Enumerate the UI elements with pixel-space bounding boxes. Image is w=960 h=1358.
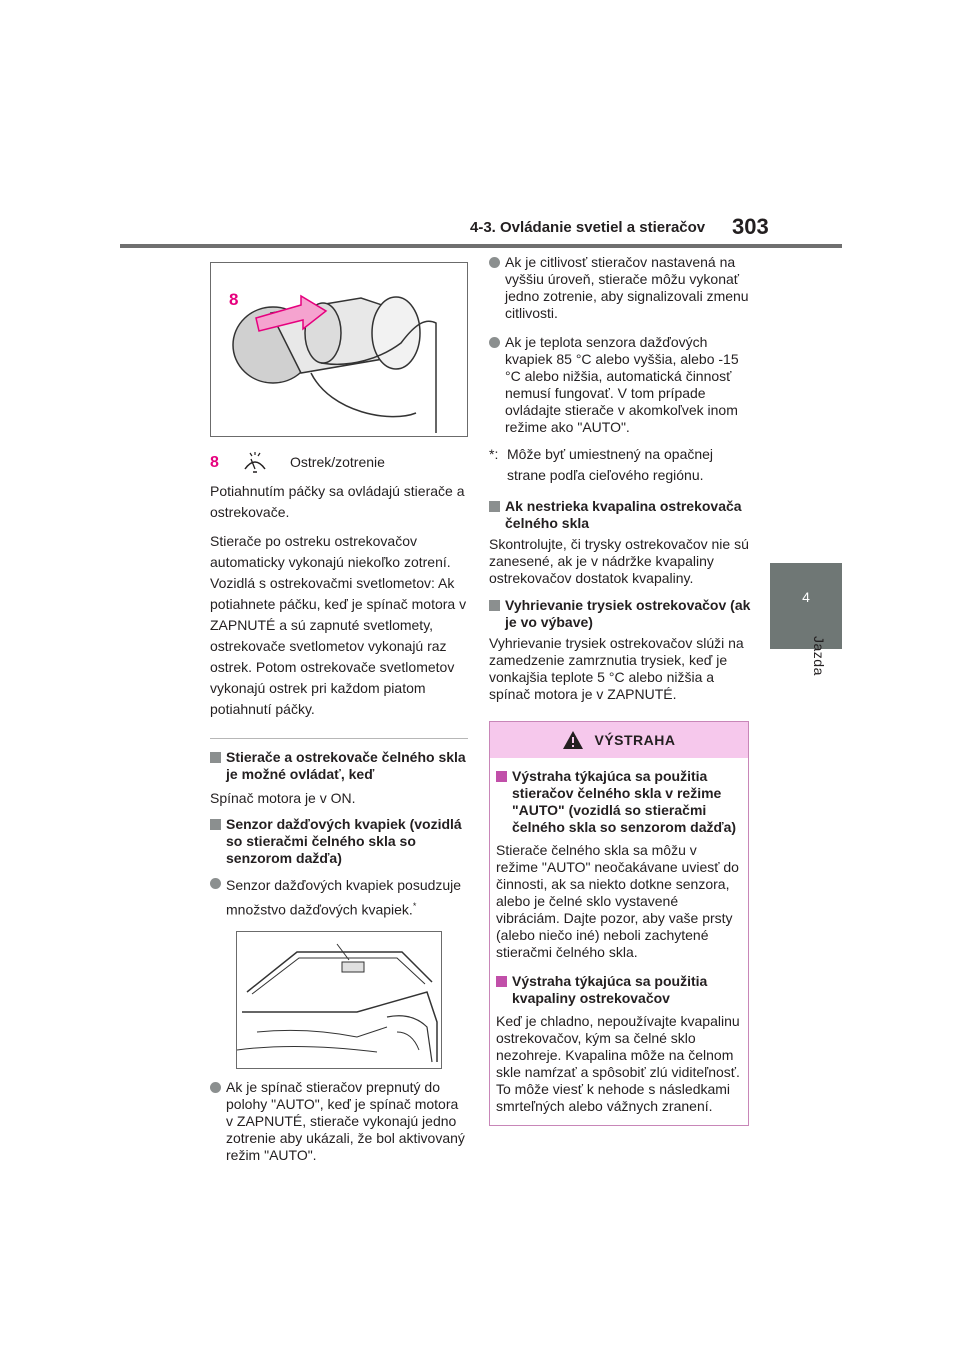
windshield-sensor-figure	[236, 931, 442, 1069]
round-bullet-icon	[210, 1082, 221, 1093]
round-bullet-icon	[489, 337, 500, 348]
bullet-text: Ak je teplota senzora dažďových kvapiek 85 °C alebo vyššia, alebo -15 °C alebo nižšia, automatická činnosť nemusí fungovať. V tom prípade ovládajte stierače v akomkoľvek inom režime ako "AUTO".	[505, 334, 739, 435]
heading-text: Výstraha týkajúca sa použitia kvapaliny ostrekovačov	[512, 973, 708, 1006]
footnote	[489, 444, 751, 486]
footnote-mark: *:	[489, 446, 499, 462]
bullet-text: Ak je citlivosť stieračov nastavená na vyššiu úroveň, stierače môžu vykonať jedno zotrenie, aby signalizovali zmenu citlivosti.	[505, 254, 749, 321]
bullet-text: Ak je spínač stieračov prepnutý do polohy "AUTO", keď je spínač motora v ZAPNUTÉ, stierače vykonajú jedno zotrenie aby ukázali, že bol aktivovaný režim "AUTO".	[226, 1078, 465, 1163]
chapter-label: Jazda	[811, 636, 827, 676]
square-bullet-icon	[489, 600, 500, 611]
square-bullet-icon	[496, 771, 507, 782]
heading-text: Výstraha týkajúca sa použitia stieračov čelného skla v režime "AUTO" (vozidlá so stieračmi čelného skla so senzorom dažďa)	[512, 768, 737, 835]
section-divider	[210, 738, 468, 739]
square-bullet-icon	[496, 976, 507, 987]
round-bullet-icon	[489, 257, 500, 268]
bullet-item	[489, 334, 751, 436]
washer-icon	[242, 451, 268, 473]
paragraph: Keď je chladno, nepoužívajte kvapalinu ostrekovačov, kým sa čelné sklo nezohreje. Kvapalina môže na čelnom skle namŕzať a spôsobiť zlú viditeľnosť. To môže viesť k nehode s následkami smrteľných alebo vážnych zranení.	[496, 1013, 740, 1114]
section-heading	[210, 816, 468, 867]
left-column	[210, 262, 468, 1172]
wiper-lever-figure	[210, 262, 468, 437]
warning-heading	[496, 973, 742, 1007]
paragraph: Skontrolujte, či trysky ostrekovačov nie sú zanesené, ak je v nádržke kvapaliny ostrekovačov dostatok kvapaliny.	[489, 536, 749, 586]
page-number: 303	[732, 214, 769, 239]
footnote-reference: *	[412, 901, 417, 911]
bullet-item	[210, 875, 468, 921]
round-bullet-icon	[210, 878, 221, 889]
item-8-row	[210, 451, 468, 473]
figure-callout-8: 8	[229, 290, 239, 309]
wiper-lever-illustration	[211, 263, 467, 436]
section-heading	[210, 749, 468, 783]
warning-title: VÝSTRAHA	[594, 731, 676, 748]
paragraph: Vyhrievanie trysiek ostrekovačov slúži na zamedzenie zamrznutia trysiek, keď je vonkajšia teplote 5 °C alebo nižšia a spínač motora je v ZAPNUTÉ.	[489, 635, 744, 702]
header-rule	[120, 244, 842, 248]
warning-header	[490, 722, 748, 758]
item-label: Ostrek/zotrenie	[290, 453, 385, 470]
heading-text: Vyhrievanie trysiek ostrekovačov (ak je vo výbave)	[505, 597, 751, 630]
square-bullet-icon	[489, 501, 500, 512]
warning-box	[489, 721, 749, 1126]
section-title: 4-3. Ovládanie svetiel a stieračov	[470, 219, 706, 236]
right-column	[489, 252, 751, 1126]
section-heading	[489, 498, 751, 532]
section-heading	[489, 597, 751, 631]
bullet-item	[210, 1079, 468, 1164]
square-bullet-icon	[210, 752, 221, 763]
paragraph: Spínač motora je v ON.	[210, 790, 356, 806]
warning-triangle-icon	[562, 730, 584, 750]
heading-text: Stierače a ostrekovače čelného skla je možné ovládať, keď	[226, 749, 466, 782]
chapter-tab	[770, 563, 842, 649]
bullet-text: Senzor dažďových kvapiek posudzuje množstvo dažďových kvapiek.	[226, 877, 462, 918]
windshield-illustration	[237, 932, 441, 1068]
paragraph: Potiahnutím páčky sa ovládajú stierače a ostrekovače.	[210, 483, 465, 520]
warning-body	[490, 758, 748, 1125]
heading-text: Senzor dažďových kvapiek (vozidlá so stieračmi čelného skla so senzorom dažďa)	[226, 816, 462, 866]
paragraph: Stierače čelného skla sa môžu v režime "AUTO" neočakávane uviesť do činnosti, ak sa niekto dotkne senzora, alebo je čelné sklo vystavené vibráciám. Dajte pozor, aby vaše prsty (alebo niečo iné) neboli zachytené stieračmi čelného skla.	[496, 842, 739, 960]
square-bullet-icon	[210, 819, 221, 830]
paragraph: Stierače po ostreku ostrekovačov automaticky vykonajú niekoľko zotrení. Vozidlá s ostrekovačmi svetlometov: Ak potiahnete páčku, keď je spínač motora v ZAPNUTÉ a sú zapnuté svetlomety, ostrekovače svetlometov vykonajú raz ostrek. Potom ostrekovače svetlometov vykonajú ostrek pri každom piatom potiahnutí páčky.	[210, 533, 467, 717]
warning-heading	[496, 768, 742, 836]
footnote-text: Môže byť umiestnený na opačnej strane podľa cieľového regiónu.	[507, 446, 714, 483]
item-number: 8	[210, 453, 219, 471]
bullet-item	[489, 254, 751, 322]
heading-text: Ak nestrieka kvapalina ostrekovača čelného skla	[505, 498, 742, 531]
chapter-number: 4	[802, 589, 810, 605]
